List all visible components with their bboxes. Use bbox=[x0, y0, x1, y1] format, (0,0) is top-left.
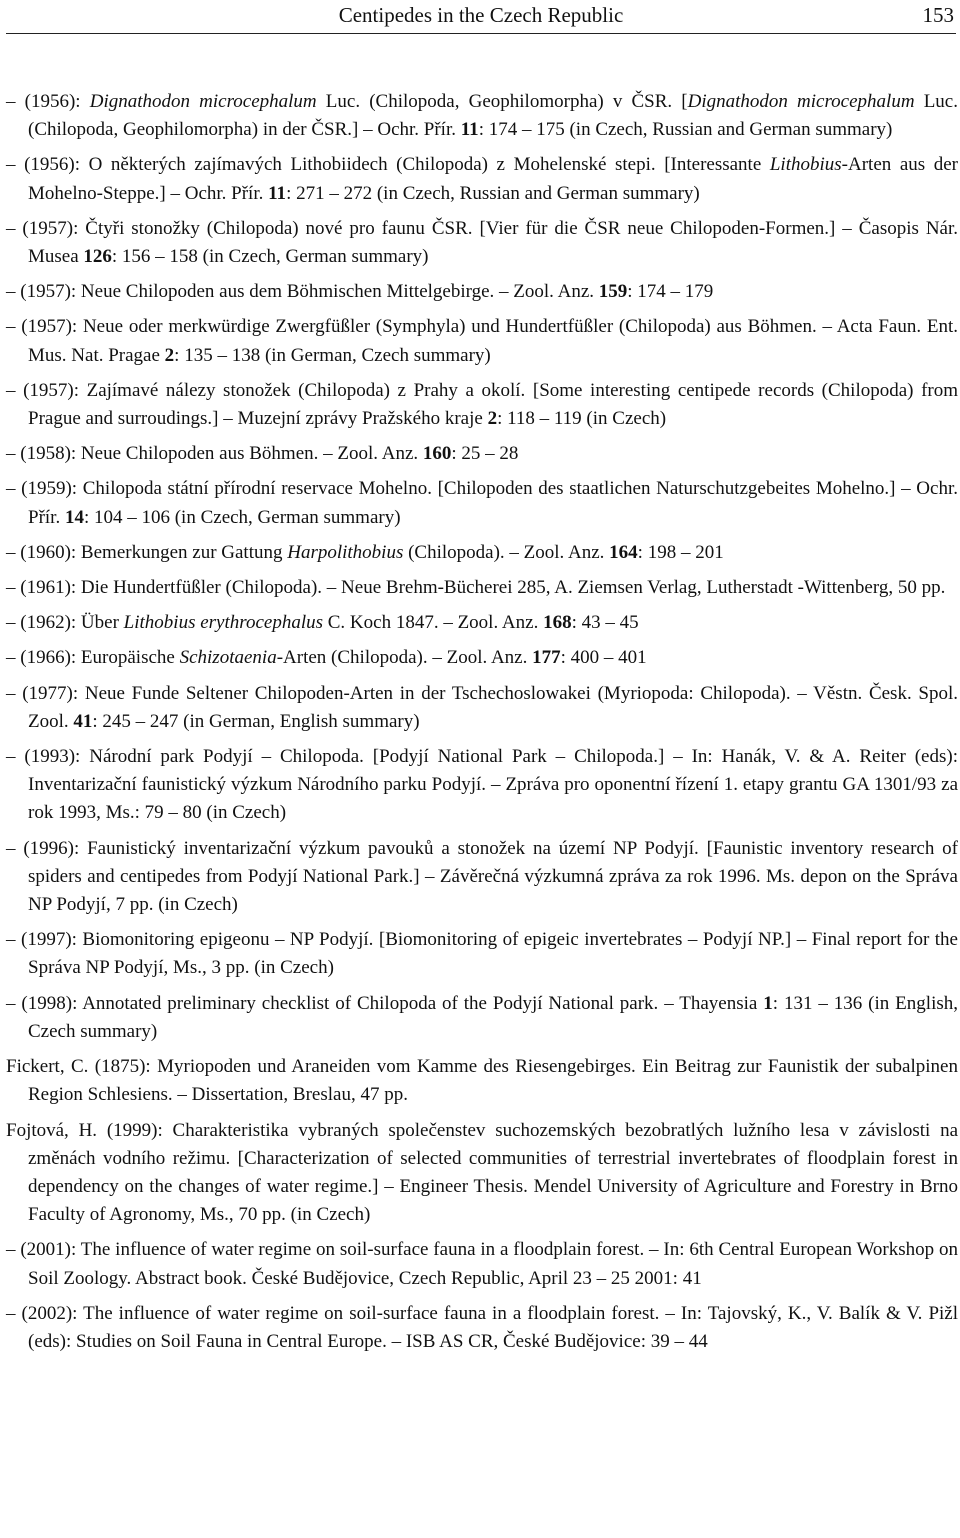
reference-entry bbox=[6, 440, 958, 468]
reference-text: : 25 – 28 bbox=[451, 443, 519, 465]
reference-entry bbox=[6, 539, 958, 567]
reference-text: : 174 – 175 (in Czech, Russian and German summary) bbox=[478, 119, 893, 141]
volume-number: 14 bbox=[64, 506, 84, 528]
reference-text: : 104 – 106 (in Czech, German summary) bbox=[83, 506, 401, 528]
volume-number: 1 bbox=[763, 992, 773, 1014]
reference-text: – (1997): Biomonitoring epigeonu – NP Podyjí. [Biomonitoring of epigeic invertebrates – Podyjí NP.] – Final report for the Správa NP Podyjí, Ms., 3 pp. (in Czech) bbox=[6, 929, 958, 979]
reference-text: : 43 – 45 bbox=[571, 612, 639, 634]
reference-text: (Chilopoda). – Zool. Anz. bbox=[403, 541, 610, 563]
reference-entry bbox=[6, 1300, 958, 1356]
reference-text: C. Koch 1847. – Zool. Anz. bbox=[323, 612, 544, 634]
reference-text: : 156 – 158 (in Czech, German summary) bbox=[111, 246, 429, 268]
reference-text: Luc. (Chilopoda, Geophilomorpha) in der ČSR.] – Ochr. Přír. bbox=[28, 91, 958, 141]
reference-text: – (1993): Národní park Podyjí – Chilopoda. [Podyjí National Park – Chilopoda.] – In: Hanák, V. & A. Reiter (eds): Inventarizační faunistický výzkum Národního parku Podyjí. – Zpráva pro oponentní řízení 1. etapy grantu GA 1301/93 za rok 1993, Ms.: 79 – 80 (in Czech) bbox=[6, 746, 958, 824]
reference-text: – (1957): Čtyři stonožky (Chilopoda) nové pro faunu ČSR. [Vier für die ČSR neue Chilopoden-Formen.] – Časopis Nár. Musea bbox=[6, 217, 958, 268]
reference-text: – (2002): The influence of water regime on soil-surface fauna in a floodplain forest. – In: Tajovský, K., V. Balík & V. Pižl (eds): Studies on Soil Fauna in Central Europe. – ISB AS CR, České Budějovice: 39 – 44 bbox=[6, 1302, 958, 1352]
reference-text: – (1960): Bemerkungen zur Gattung bbox=[6, 541, 288, 563]
reference-text: – (2001): The influence of water regime on soil-surface fauna in a floodplain forest. – In: 6th Central European Workshop on Soil Zoology. Abstract book. České Budějovice, Czech Republic, April 23 – 25 2001: 41 bbox=[6, 1239, 958, 1289]
page-number: 153 bbox=[922, 3, 954, 27]
volume-number: 11 bbox=[460, 119, 479, 141]
reference-text: – (1957): Zajímavé nálezy stonožek (Chilopoda) z Prahy a okolí. [Some interesting centipede records (Chilopoda) from Prague and surroudings.] – Muzejní zprávy Pražského kraje bbox=[6, 379, 958, 430]
volume-number: 168 bbox=[543, 612, 572, 634]
reference-text: – (1998): Annotated preliminary checklist of Chilopoda of the Podyjí National park. – Thayensia bbox=[6, 992, 764, 1014]
reference-text: : 271 – 272 (in Czech, Russian and German summary) bbox=[286, 182, 700, 204]
reference-text: : 400 – 401 bbox=[560, 647, 647, 669]
reference-entry bbox=[6, 278, 958, 306]
reference-text: – (1977): Neue Funde Seltener Chilopoden-Arten in der Tschechoslowakei (Myriopoda: Chilopoda). – Věstn. Česk. Spol. Zool. bbox=[6, 682, 958, 732]
reference-entry bbox=[6, 1053, 958, 1109]
running-header bbox=[6, 0, 956, 34]
running-title: Centipedes in the Czech Republic bbox=[338, 3, 624, 27]
reference-text: : 245 – 247 (in German, English summary) bbox=[92, 710, 420, 732]
reference-list bbox=[6, 88, 958, 1363]
reference-text: -Arten aus der Mohelno-Steppe.] – Ochr. Přír. bbox=[28, 154, 958, 204]
reference-entry bbox=[6, 88, 958, 144]
reference-text: : 131 – 136 (in English, Czech summary) bbox=[28, 992, 958, 1042]
reference-text: : 118 – 119 (in Czech) bbox=[497, 408, 667, 430]
reference-text: Fojtová, H. (1999): Charakteristika vybraných společenstev suchozemských bezobratlých lužního lesa v závislosti na změnách vodního režimu. [Characterization of selected communities of terrestrial invertebrates of floodplain forest in dependency on the changes of water regime.] – Engineer Thesis. Mendel University of Agriculture and Forestry in Brno Faculty of Agronomy, Ms., 70 pp. (in Czech) bbox=[6, 1119, 958, 1226]
italic-taxon: Schizotaenia bbox=[179, 647, 277, 669]
reference-text: : 198 – 201 bbox=[637, 541, 724, 563]
italic-taxon: Lithobius bbox=[769, 154, 842, 176]
reference-text: : 135 – 138 (in German, Czech summary) bbox=[174, 344, 491, 366]
italic-taxon: Dignathodon microcephalum bbox=[687, 91, 915, 112]
reference-entry bbox=[6, 680, 958, 736]
reference-text: – (1996): Faunistický inventarizační výzkum pavouků a stonožek na území NP Podyjí. [Faunistic inventory research of spiders and centipedes from Podyjí National Park.] – Závěrečná výzkumná zpráva za rok 1996. Ms. depon on the Správa NP Podyjí, 7 pp. (in Czech) bbox=[6, 837, 958, 916]
volume-number: 164 bbox=[609, 541, 638, 563]
reference-text: – (1956): bbox=[6, 91, 90, 112]
reference-text: – (1956): O některých zajímavých Lithobiidech (Chilopoda) z Mohelenské stepi. [Interessante bbox=[6, 154, 770, 176]
reference-text: – (1958): Neue Chilopoden aus Böhmen. – Zool. Anz. bbox=[6, 443, 423, 465]
volume-number: 2 bbox=[164, 344, 175, 366]
volume-number: 2 bbox=[487, 408, 498, 430]
reference-entry bbox=[6, 1117, 958, 1230]
volume-number: 41 bbox=[73, 710, 93, 732]
reference-text: – (1957): Neue oder merkwürdige Zwergfüßler (Symphyla) und Hundertfüßler (Chilopoda) aus Böhmen. – Acta Faun. Ent. Mus. Nat. Pragae bbox=[6, 316, 958, 366]
reference-entry bbox=[6, 215, 958, 271]
reference-text: – (1962): Über bbox=[6, 612, 124, 634]
reference-entry bbox=[6, 313, 958, 369]
reference-entry bbox=[6, 1236, 958, 1292]
reference-text: – (1961): Die Hundertfüßler (Chilopoda). – Neue Brehm-Bücherei 285, A. Ziemsen Verlag, Lutherstadt -Wittenberg, 50 pp. bbox=[6, 577, 946, 599]
reference-text: Luc. (Chilopoda, Geophilomorpha) v ČSR. [ bbox=[316, 91, 688, 112]
reference-text: -Arten (Chilopoda). – Zool. Anz. bbox=[276, 647, 533, 669]
reference-entry bbox=[6, 743, 958, 828]
volume-number: 11 bbox=[268, 182, 287, 204]
volume-number: 126 bbox=[83, 246, 112, 268]
reference-entry bbox=[6, 926, 958, 982]
reference-entry bbox=[6, 990, 958, 1046]
volume-number: 159 bbox=[598, 281, 628, 303]
reference-text: : 174 – 179 bbox=[627, 281, 714, 303]
reference-entry bbox=[6, 609, 958, 637]
reference-text: – (1966): Europäische bbox=[6, 647, 180, 669]
reference-entry bbox=[6, 644, 958, 672]
reference-text: Fickert, C. (1875): Myriopoden und Araneiden vom Kamme des Riesengebirges. Ein Beitrag zur Faunistik der subalpinen Region Schlesiens. – Dissertation, Breslau, 47 pp. bbox=[6, 1056, 958, 1106]
reference-entry bbox=[6, 574, 958, 602]
reference-entry bbox=[6, 475, 958, 531]
reference-entry bbox=[6, 835, 958, 920]
italic-taxon: Harpolithobius bbox=[287, 541, 404, 563]
reference-text: – (1957): Neue Chilopoden aus dem Böhmischen Mittelgebirge. – Zool. Anz. bbox=[6, 281, 599, 303]
italic-taxon: Dignathodon microcephalum bbox=[89, 91, 317, 112]
italic-taxon: Lithobius erythrocephalus bbox=[123, 612, 323, 634]
reference-entry bbox=[6, 151, 958, 207]
volume-number: 160 bbox=[422, 443, 452, 465]
reference-text: – (1959): Chilopoda státní přírodní reservace Mohelno. [Chilopoden des staatlichen Naturschutzgebeites Mohelno.] – Ochr. Přír. bbox=[6, 478, 958, 528]
reference-entry bbox=[6, 377, 958, 433]
volume-number: 177 bbox=[532, 647, 561, 669]
